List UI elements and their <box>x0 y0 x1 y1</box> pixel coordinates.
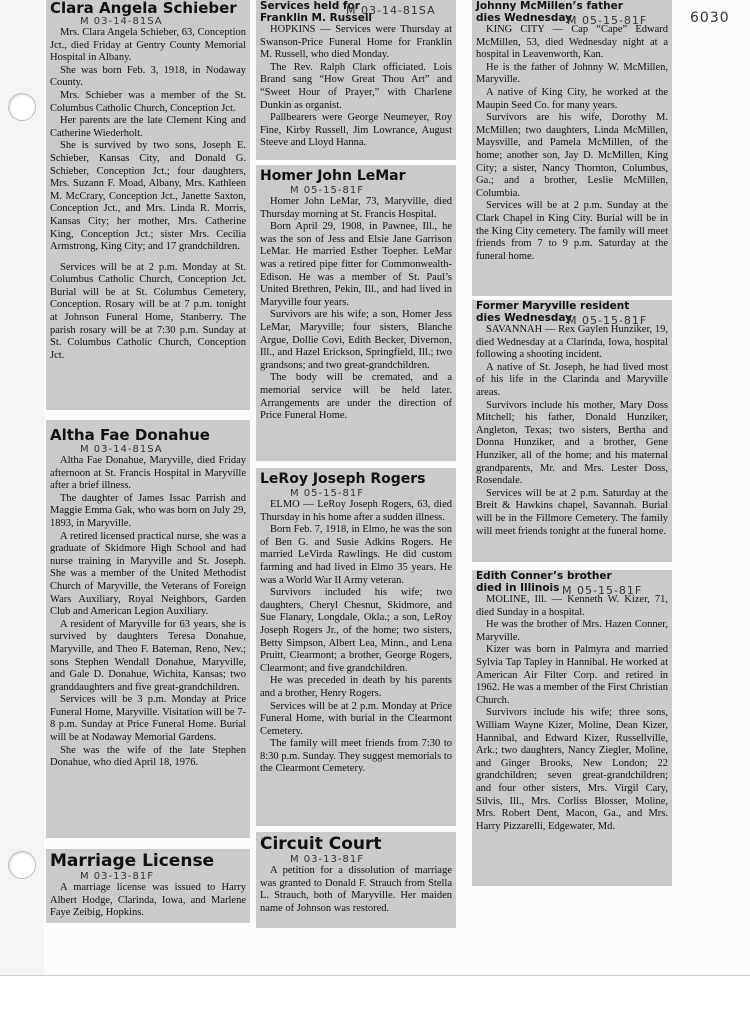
handwritten-date: M 03-14-81SA <box>80 16 163 27</box>
paragraph: He was preceded in death by his parents and a brother, Henry Rogers. <box>260 675 452 699</box>
paragraph: He is the father of Johnny W. McMillen, Maryville. <box>476 61 668 86</box>
paragraph: The Rev. Ralph Clark officiated. Lois Brand sang “How Great Thou Art” and “Sweet Hour of Prayer,” with Charlene Dunkin as organist. <box>260 61 452 111</box>
article-body <box>50 27 246 362</box>
obituary-homer-lemar <box>256 165 456 461</box>
paragraph: A retired licensed practical nurse, she was a graduate of Skidmore High School and had nurse training in Maryville and St. Joseph. She was a member of the United Methodist Church of Maryville, the Veterans of Foreign Wars Auxiliary, Royal Neighbors, Garden Club and American Legion Auxiliary. <box>50 530 246 618</box>
paragraph: ELMO — LeRoy Joseph Rogers, 63, died Thursday in his home after a sudden illness. <box>260 499 452 523</box>
headline-line-1: Services held for <box>260 0 360 12</box>
paragraph: SAVANNAH — Rex Gaylen Hunziker, 19, died Wednesday at a Clarinda, Iowa, hospital following a shooting incident. <box>476 324 668 361</box>
paragraph: Services will be at 2 p.m. Saturday at the Breit & Hawkins chapel, Savannah. Burial will be in the Fillmore Cemetery. The family will meet friends tonight at the funeral home. <box>476 487 668 537</box>
punch-hole-bottom <box>8 851 36 879</box>
notice-circuit-court <box>256 832 456 928</box>
article-body <box>260 865 452 915</box>
paragraph: The family will meet friends from 7:30 to 8:30 p.m. Sunday. They suggest memorials to the Clearmont Cemetery. <box>260 738 452 775</box>
article-body <box>476 594 668 833</box>
paragraph: Mrs. Schieber was a member of the St. Columbus Catholic Church, Conception Jct. <box>50 89 246 114</box>
paragraph: Kizer was born in Palmyra and married Sylvia Tap Tapley in Hannibal. He worked at American Air Filter Corp. and retired in 1962. He was a member of the First Christian Church. <box>476 644 668 706</box>
notice-marriage-license <box>46 849 250 923</box>
punch-hole-top <box>8 93 36 121</box>
paragraph: Survivors include his mother, Mary Doss Mitchell; his father, Donald Hunziker, Angleton, Texas; two sisters, Bertha and Donna Hunziker, and a brother, Gene Hunziker, all of the home; and his maternal grandparents, Mr. and Mrs. Lester Doss, Rosendale. <box>476 399 668 487</box>
headline: Marriage License <box>50 851 215 871</box>
obituary-clara-schieber <box>46 0 250 410</box>
paragraph: Born Feb. 7, 1918, in Elmo, he was the son of Ben G. and Susie Adkins Rogers. He married LeVirda Rawlings. He did custom farming and had lived in Elmo 35 years. He was a World War II Army veteran. <box>260 524 452 586</box>
obituary-altha-donahue <box>46 420 250 838</box>
handwritten-date: M 05-15-81F <box>562 584 643 597</box>
headline-line-1: Johnny McMillen’s father <box>476 0 623 12</box>
paragraph: She was born Feb. 3, 1918, in Nodaway County. <box>50 64 246 89</box>
article-body <box>260 499 452 776</box>
headline-line-1: Edith Conner’s brother <box>476 570 612 582</box>
handwritten-date: M 05-15-81F <box>290 488 364 499</box>
paragraph: A native of St. Joseph, he had lived most of his life in the Clarinda and Maryville areas. <box>476 361 668 398</box>
paragraph: Services will be at 2 p.m. Monday at Price Funeral Home, with burial in the Clearmont Cemetery. <box>260 700 452 737</box>
paragraph: Altha Fae Donahue, Maryville, died Friday afternoon at St. Francis Hospital in Maryville after a brief illness. <box>50 455 246 492</box>
article-body <box>260 196 452 423</box>
paragraph: She is survived by two sons, Joseph E. Schieber, Kansas City, and Donald G. Schieber, Conception Jct.; four daughters, Mrs. Suzann F. Moad, Albany, Mrs. Kathleen M. McCrary, Conception Jct., Janette Saxton, Conception Jct., and Mrs. Linda R. Morris, Kansas City; her mother, Mrs. Catherine King, Conception Jct.; sister Mrs. Cecilia Armstrong, King City; and 17 grandchildren. <box>50 140 246 253</box>
headline-line-2: Franklin M. Russell <box>260 12 373 24</box>
paragraph: Mrs. Clara Angela Schieber, 63, Conception Jct., died Friday at Gentry County Memorial Hospital in Albany. <box>50 27 246 64</box>
headline: Altha Fae Donahue <box>50 426 210 444</box>
headline: Circuit Court <box>260 834 382 854</box>
paragraph: A petition for a dissolution of marriage was granted to Donald F. Strauch from Stella L. Strauch, both of Maryville. Her maiden name of Johnson was restored. <box>260 865 452 914</box>
article-body <box>476 324 668 538</box>
paragraph: A resident of Maryville for 63 years, she is survived by daughters Teresa Donahue, Maryville, and Theo F. Bateman, Reno, Nev.; sons Stephen Wendall Donahue, Maryville, and Gale D. Donahue, Wichita, Kansas; two granddaughters and five great-grandchildren. <box>50 618 246 693</box>
paragraph: Born April 29, 1908, in Pawnee, Ill., he was the son of Jess and Elsie Jane Garrison LeMar. He married Esther Toepher. LeMar was a retired pipe fitter for Commonwealth-Edison. He was a member of St. Paul’s United Brethren, Pekin, Ill., and had lived in Maryville four years. <box>260 221 452 308</box>
paragraph: Services will be 3 p.m. Monday at Price Funeral Home, Maryville. Visitation will be 7-8 p.m. Sunday at Price Funeral Home. Burial will be at Nodaway Memorial Gardens. <box>50 694 246 744</box>
paragraph: The body will be cremated, and a memorial service will be held later. Arrangements are under the direction of Price Funeral Home. <box>260 372 452 422</box>
obituary-kenneth-kizer <box>472 570 672 886</box>
paragraph: The daughter of James Issac Parrish and Maggie Emma Gak, who was born on July 29, 1893, in Maryville. <box>50 492 246 529</box>
page-number: 6030 <box>690 10 730 26</box>
headline: Clara Angela Schieber <box>50 0 237 17</box>
paragraph: Survivors include his wife; three sons, William Wayne Kizer, Moline, Dean Kizer, Hannibal, and Edward Kizer, Russellville, Ark.; two daughters, Nancy Ziegler, Moline, and Ginger Brooks, New London; 22 grandchildren; seven great-grandchildren; and four other sisters, Mrs. Virgil Cary, Silvis, Ill., Mrs. Corliss Blosser, Moline, Mrs. Robert Dent, Macon, Ga., and Mrs. Harry Pizzarelli, Edgewater, Md. <box>476 707 668 832</box>
paragraph: Survivors included his wife; two daughters, Cheryl Chesnut, Skidmore, and Sue Flanary, Longdale, Okla.; a son, LeRoy Joseph Rogers Jr., of the home; two sisters, Betty Simpson, Albert Lea, Minn., and Lena Pruitt, Clearmont; a brother, George Rogers, Clearmont; and five grandchildren. <box>260 587 452 674</box>
paragraph: Survivors are his wife; a son, Homer Jess LeMar, Maryville; four sisters, Blanche Argue, Dollie Covi, Edith Becker, Divernon, Ill., and Hazel Erickson, Springfield, Ill.; two grandsons; and two great-grandchildren. <box>260 309 452 371</box>
paragraph: She was the wife of the late Stephen Donahue, who died April 18, 1976. <box>50 744 246 769</box>
obituary-rex-hunziker <box>472 300 672 562</box>
handwritten-date: M 03-13-81F <box>80 871 154 882</box>
headline-line-2: dies Wednesday <box>476 12 572 24</box>
handwritten-date: M 05-15-81F <box>567 314 648 327</box>
headline: Homer John LeMar <box>260 168 406 184</box>
handwritten-date: M 05-15-81F <box>290 185 364 196</box>
paragraph: HOPKINS — Services were Thursday at Swanson-Price Funeral Home for Franklin M. Russell, who died Monday. <box>260 24 452 61</box>
headline-line-2: dies Wednesday <box>476 312 572 324</box>
paragraph: Services will be at 2 p.m. Monday at St. Columbus Catholic Church, Conception Jct. Burial will be at St. Columbus Cemetery, Conception. Rosary will be at 7 p.m. tonight at Johnson Funeral Home, Stanberry. The parish rosary will be at 7:30 p.m. Sunday at St. Columbus Catholic Church, Conception Jct. <box>50 261 246 361</box>
handwritten-date: M 05-15-81F <box>567 14 648 27</box>
paragraph: KING CITY — Cap “Cape” Edward McMillen, 53, died Wednesday night at a hospital in Leavenworth, Kan. <box>476 24 668 61</box>
obituary-leroy-rogers <box>256 468 456 826</box>
headline-line-2: died in Illinois <box>476 582 560 594</box>
paragraph: Survivors are his wife, Dorothy M. McMillen; two daughters, Linda McMillen, Maysville, and Pamela McMillen, of the home; another son, Jay D. McMillen, King City; a sister, Nancy Thornton, Columbus, Ga.; and a brother, Leslie McMillen, Columbia. <box>476 112 668 199</box>
article-body <box>50 455 246 770</box>
article-body <box>260 24 452 150</box>
scanner-bed-margin <box>0 975 750 1034</box>
handwritten-date: M 03-14-81SA <box>80 444 163 455</box>
paragraph: MOLINE, Ill. — Kenneth W. Kizer, 71, died Sunday in a hospital. <box>476 594 668 618</box>
paragraph: Homer John LeMar, 73, Maryville, died Thursday morning at St. Francis Hospital. <box>260 196 452 220</box>
paragraph: Her parents are the late Clement King and Catherine Wiederholt. <box>50 115 246 139</box>
obituary-cap-mcmillen <box>472 0 672 296</box>
handwritten-date: M 03-13-81F <box>290 854 364 865</box>
handwritten-date: M 03-14-81SA <box>346 4 436 17</box>
paragraph: A marriage license was issued to Harry Albert Hodge, Clarinda, Iowa, and Marlene Faye Zeibig, Hopkins. <box>50 882 246 919</box>
paragraph: Pallbearers were George Neumeyer, Roy Fine, Kirby Russell, Jim Lowrance, August Steeve and Lloyd Hanna. <box>260 112 452 149</box>
headline-line-1: Former Maryville resident <box>476 300 630 312</box>
paragraph: Services will be at 2 p.m. Sunday at the Clark Chapel in King City. Burial will be in the King City cemetery. The family will meet friends from 7 to 9 p.m. Saturday at the funeral home. <box>476 200 668 262</box>
headline: LeRoy Joseph Rogers <box>260 471 426 487</box>
article-body <box>476 24 668 263</box>
paragraph: He was the brother of Mrs. Hazen Conner, Maryville. <box>476 619 668 643</box>
article-body <box>50 882 246 920</box>
notice-franklin-russell-services <box>256 0 456 160</box>
paragraph: A native of King City, he worked at the Maupin Seed Co. for many years. <box>476 86 668 111</box>
